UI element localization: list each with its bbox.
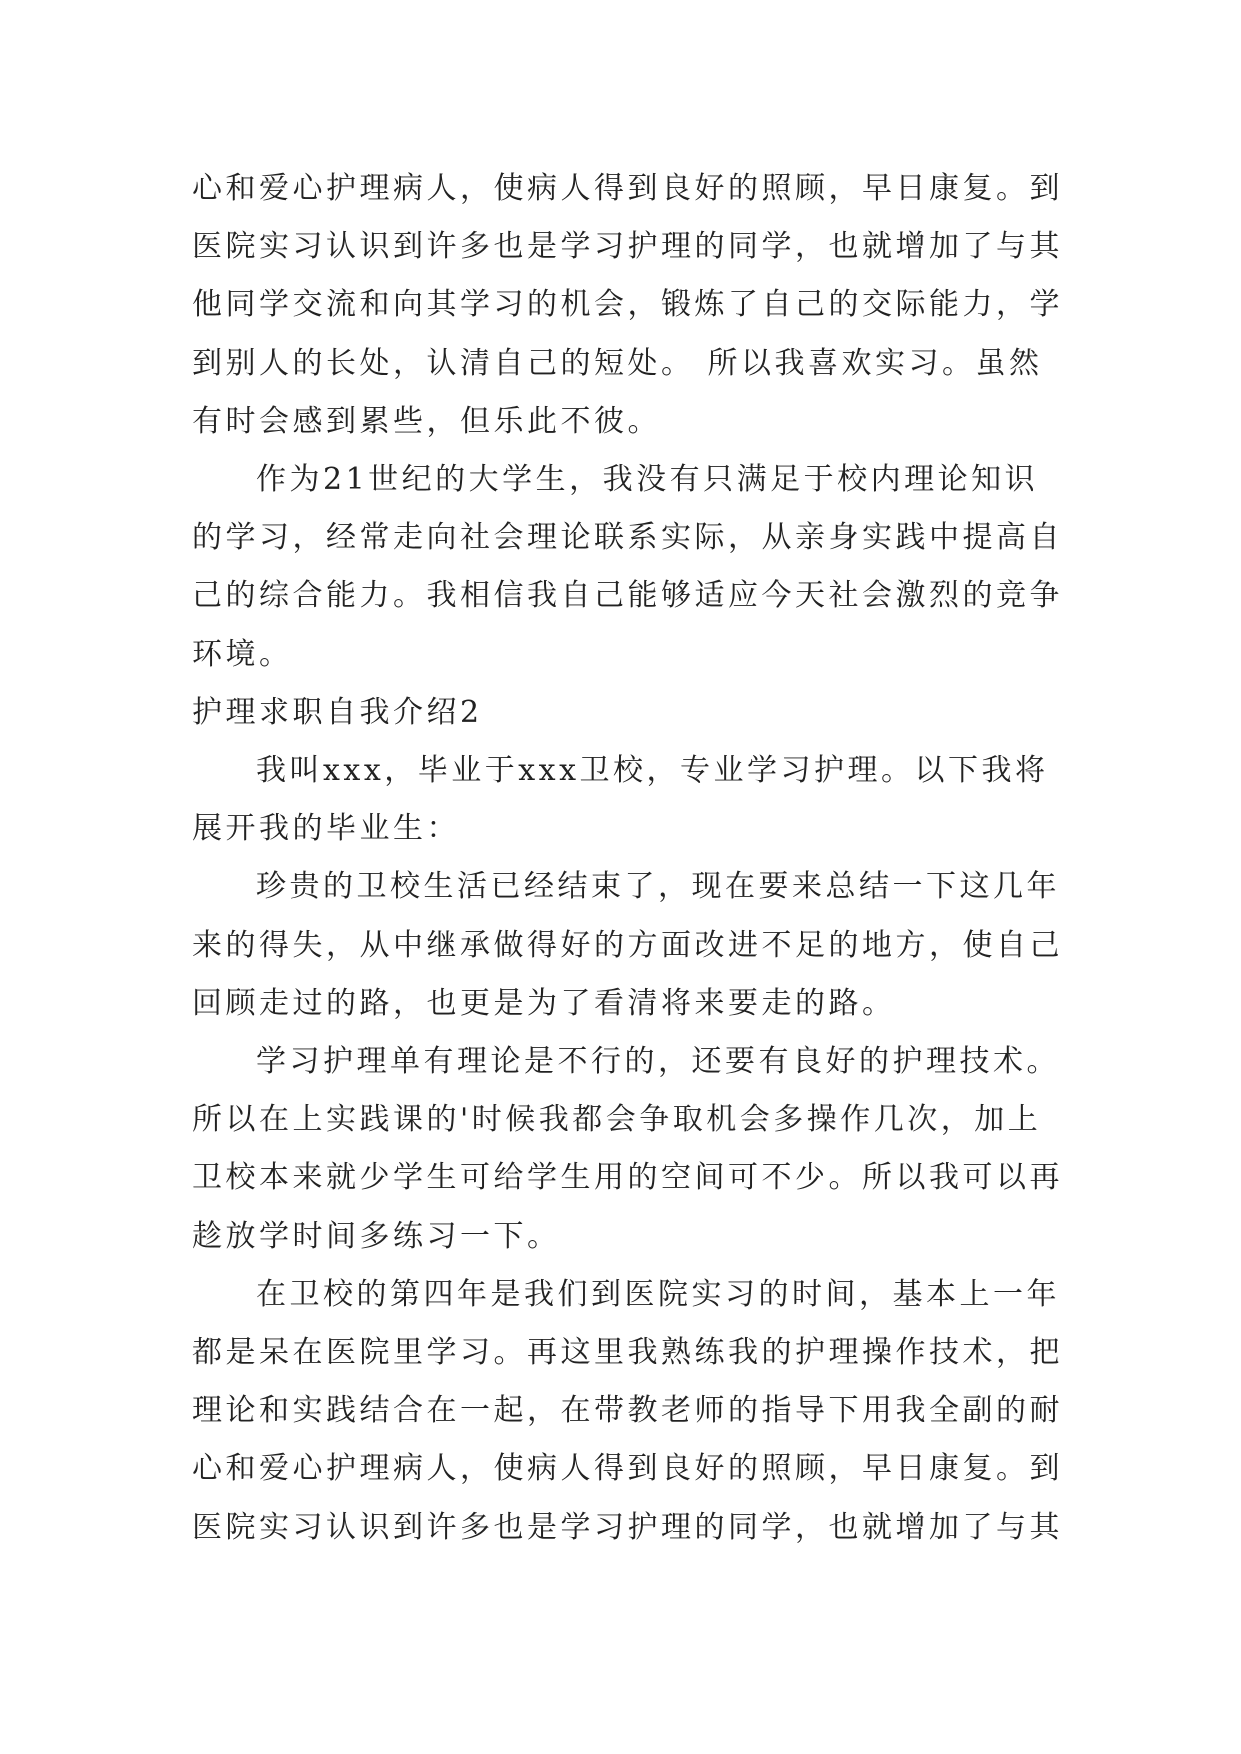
- text-line: 环境。: [192, 636, 293, 672]
- text-line: 回顾走过的路，也更是为了看清将来要走的路。: [192, 985, 896, 1021]
- text-line: 在卫校的第四年是我们到医院实习的时间，基本上一年: [256, 1276, 1060, 1312]
- text-line: 有时会感到累些，但乐此不彼。: [192, 403, 661, 439]
- text-line: 来的得失，从中继承做得好的方面改进不足的地方，使自己: [192, 927, 1063, 963]
- text-line: 学习护理单有理论是不行的，还要有良好的护理技术。: [256, 1044, 1060, 1080]
- document-body: [192, 160, 1062, 1557]
- text-line: 医院实习认识到许多也是学习护理的同学，也就增加了与其: [192, 1509, 1063, 1545]
- text-line: 己的综合能力。我相信我自己能够适应今天社会激烈的竞争: [192, 578, 1063, 614]
- text-line: 珍贵的卫校生活已经结束了，现在要来总结一下这几年: [256, 869, 1060, 905]
- paragraph-school-life: [192, 858, 1062, 1033]
- text-line: 展开我的毕业生：: [192, 811, 460, 847]
- text-line: 我叫xxx，毕业于xxx卫校，专业学习护理。以下我将: [256, 753, 1049, 789]
- heading-text: 护理求职自我介绍2: [192, 694, 483, 730]
- text-line: 作为21世纪的大学生，我没有只满足于校内理论知识: [256, 462, 1039, 498]
- text-line: 心和爱心护理病人，使病人得到良好的照顾，早日康复。到: [192, 1451, 1063, 1487]
- text-line: 趁放学时间多练习一下。: [192, 1218, 561, 1254]
- section-heading: [192, 684, 1062, 742]
- text-line: 他同学交流和向其学习的机会，锻炼了自己的交际能力，学: [192, 287, 1063, 323]
- text-line: 理论和实践结合在一起，在带教老师的指导下用我全副的耐: [192, 1393, 1063, 1429]
- text-line: 所以在上实践课的'时候我都会争取机会多操作几次，加上: [192, 1102, 1042, 1138]
- paragraph-hospital-internship: [192, 1266, 1062, 1557]
- paragraph-nursing-skills: [192, 1033, 1062, 1266]
- text-line: 心和爱心护理病人，使病人得到良好的照顾，早日康复。到: [192, 171, 1063, 206]
- text-line: 医院实习认识到许多也是学习护理的同学，也就增加了与其: [192, 229, 1063, 265]
- paragraph-self-intro: [192, 742, 1062, 858]
- paragraph-21st-century: [192, 451, 1062, 684]
- text-line: 到别人的长处，认清自己的短处。 所以我喜欢实习。虽然: [192, 345, 1043, 381]
- text-line: 都是呆在医院里学习。再这里我熟练我的护理操作技术，把: [192, 1335, 1063, 1371]
- text-line: 的学习，经常走向社会理论联系实际，从亲身实践中提高自: [192, 520, 1063, 556]
- text-line: 卫校本来就少学生可给学生用的空间可不少。所以我可以再: [192, 1160, 1063, 1196]
- paragraph-internship-benefits: [192, 160, 1062, 451]
